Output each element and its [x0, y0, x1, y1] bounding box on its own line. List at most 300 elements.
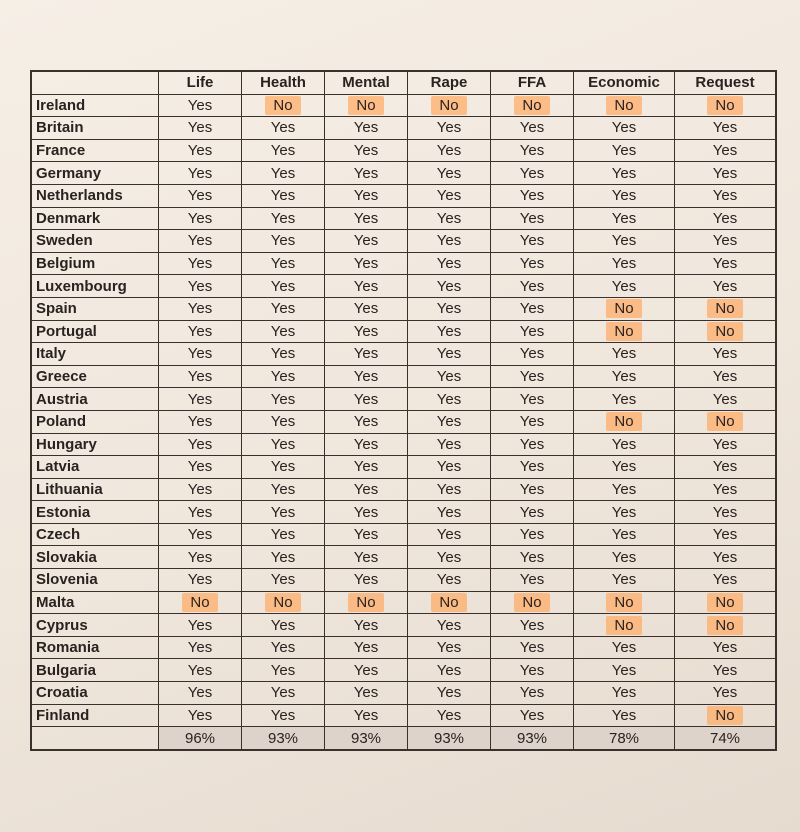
value-cell [325, 343, 408, 366]
yes-value: Yes [187, 368, 213, 386]
yes-value: Yes [270, 480, 296, 498]
value-cell [491, 501, 574, 524]
yes-value: Yes [270, 209, 296, 227]
table-row [31, 433, 776, 456]
yes-value: Yes [611, 368, 637, 386]
yes-value: Yes [436, 706, 462, 724]
yes-value: Yes [353, 684, 379, 702]
value-cell [159, 139, 242, 162]
value-cell [325, 478, 408, 501]
value-cell [574, 162, 675, 185]
value-cell [574, 275, 675, 298]
yes-value: Yes [436, 187, 462, 205]
yes-value: Yes [611, 661, 637, 679]
value-cell [491, 297, 574, 320]
value-cell [242, 297, 325, 320]
value-cell [159, 636, 242, 659]
value-cell [159, 252, 242, 275]
value-cell [408, 546, 491, 569]
highlighted-no-value: No [707, 299, 742, 318]
value-cell [242, 343, 325, 366]
value-cell [408, 410, 491, 433]
yes-value: Yes [270, 119, 296, 137]
yes-value: Yes [519, 571, 545, 589]
yes-value: Yes [353, 345, 379, 363]
yes-value: Yes [519, 616, 545, 634]
total-percent-cell: 93% [325, 727, 408, 750]
value-cell [325, 501, 408, 524]
value-cell [574, 230, 675, 253]
yes-value: Yes [436, 661, 462, 679]
value-cell [574, 388, 675, 411]
value-cell [675, 456, 777, 479]
yes-value: Yes [436, 684, 462, 702]
value-cell [159, 117, 242, 140]
yes-value: Yes [187, 345, 213, 363]
yes-value: Yes [270, 322, 296, 340]
yes-value: Yes [353, 142, 379, 160]
yes-value: Yes [187, 277, 213, 295]
table-row [31, 682, 776, 705]
table-row [31, 523, 776, 546]
value-cell [574, 591, 675, 614]
value-cell [325, 139, 408, 162]
value-cell [675, 433, 777, 456]
value-cell [242, 659, 325, 682]
yes-value: Yes [712, 368, 738, 386]
value-cell [675, 523, 777, 546]
table-row [31, 320, 776, 343]
highlighted-no-value: No [606, 412, 641, 431]
yes-value: Yes [187, 639, 213, 657]
value-cell [325, 388, 408, 411]
value-cell [408, 117, 491, 140]
value-cell [242, 230, 325, 253]
value-cell [242, 456, 325, 479]
value-cell [491, 523, 574, 546]
value-cell [242, 94, 325, 117]
yes-value: Yes [436, 526, 462, 544]
table-row [31, 207, 776, 230]
yes-value: Yes [436, 571, 462, 589]
country-name-cell: Greece [31, 365, 159, 388]
value-cell [675, 275, 777, 298]
country-name-cell: Romania [31, 636, 159, 659]
country-name-cell: Cyprus [31, 614, 159, 637]
yes-value: Yes [436, 503, 462, 521]
yes-value: Yes [712, 164, 738, 182]
yes-value: Yes [519, 255, 545, 273]
table-row [31, 162, 776, 185]
table-row [31, 117, 776, 140]
yes-value: Yes [270, 526, 296, 544]
yes-value: Yes [519, 119, 545, 137]
yes-value: Yes [436, 639, 462, 657]
yes-value: Yes [712, 639, 738, 657]
yes-value: Yes [353, 277, 379, 295]
value-cell [675, 591, 777, 614]
value-cell [574, 320, 675, 343]
value-cell [325, 591, 408, 614]
yes-value: Yes [353, 639, 379, 657]
value-cell [159, 230, 242, 253]
yes-value: Yes [353, 571, 379, 589]
yes-value: Yes [519, 706, 545, 724]
table-row [31, 410, 776, 433]
yes-value: Yes [519, 458, 545, 476]
value-cell [159, 433, 242, 456]
country-name-cell: Malta [31, 591, 159, 614]
country-name-cell: Italy [31, 343, 159, 366]
highlighted-no-value: No [431, 96, 466, 115]
header-row [31, 71, 776, 94]
yes-value: Yes [519, 526, 545, 544]
yes-value: Yes [436, 368, 462, 386]
table-row [31, 704, 776, 727]
yes-value: Yes [712, 571, 738, 589]
value-cell [242, 433, 325, 456]
yes-value: Yes [712, 255, 738, 273]
value-cell [491, 207, 574, 230]
value-cell [242, 546, 325, 569]
yes-value: Yes [436, 345, 462, 363]
country-name-cell: Poland [31, 410, 159, 433]
yes-value: Yes [712, 277, 738, 295]
value-cell [159, 456, 242, 479]
yes-value: Yes [611, 142, 637, 160]
value-cell [491, 275, 574, 298]
yes-value: Yes [270, 661, 296, 679]
yes-value: Yes [519, 164, 545, 182]
yes-value: Yes [611, 571, 637, 589]
yes-value: Yes [270, 548, 296, 566]
yes-value: Yes [519, 187, 545, 205]
table-row [31, 501, 776, 524]
value-cell [408, 343, 491, 366]
value-cell [325, 636, 408, 659]
total-percent-cell: 93% [408, 727, 491, 750]
yes-value: Yes [187, 187, 213, 205]
value-cell [675, 546, 777, 569]
value-cell [408, 388, 491, 411]
value-cell [675, 297, 777, 320]
yes-value: Yes [712, 232, 738, 250]
yes-value: Yes [712, 119, 738, 137]
value-cell [491, 614, 574, 637]
yes-value: Yes [353, 526, 379, 544]
yes-value: Yes [712, 142, 738, 160]
yes-value: Yes [270, 571, 296, 589]
country-name-cell: Netherlands [31, 184, 159, 207]
value-cell [408, 139, 491, 162]
yes-value: Yes [519, 277, 545, 295]
total-percent-cell: 93% [491, 727, 574, 750]
yes-value: Yes [353, 390, 379, 408]
table-row [31, 591, 776, 614]
highlighted-no-value: No [707, 96, 742, 115]
yes-value: Yes [611, 209, 637, 227]
value-cell [491, 230, 574, 253]
yes-value: Yes [187, 322, 213, 340]
value-cell [574, 365, 675, 388]
highlighted-no-value: No [348, 593, 383, 612]
highlighted-no-value: No [606, 322, 641, 341]
value-cell [574, 94, 675, 117]
value-cell [574, 117, 675, 140]
yes-value: Yes [712, 390, 738, 408]
highlighted-no-value: No [606, 96, 641, 115]
total-percent-cell: 96% [159, 727, 242, 750]
yes-value: Yes [270, 300, 296, 318]
value-cell [242, 252, 325, 275]
yes-value: Yes [270, 684, 296, 702]
value-cell [159, 478, 242, 501]
yes-value: Yes [187, 209, 213, 227]
yes-value: Yes [611, 480, 637, 498]
value-cell [491, 636, 574, 659]
value-cell [325, 184, 408, 207]
yes-value: Yes [270, 368, 296, 386]
value-cell [675, 139, 777, 162]
country-name-cell: Luxembourg [31, 275, 159, 298]
yes-value: Yes [712, 548, 738, 566]
yes-value: Yes [353, 164, 379, 182]
yes-value: Yes [270, 413, 296, 431]
value-cell [491, 320, 574, 343]
value-cell [675, 207, 777, 230]
yes-value: Yes [519, 548, 545, 566]
country-name-cell: Bulgaria [31, 659, 159, 682]
value-cell [491, 410, 574, 433]
value-cell [408, 320, 491, 343]
value-cell [325, 410, 408, 433]
country-name-cell: Hungary [31, 433, 159, 456]
yes-value: Yes [187, 390, 213, 408]
value-cell [675, 184, 777, 207]
yes-value: Yes [712, 503, 738, 521]
value-cell [242, 320, 325, 343]
yes-value: Yes [353, 300, 379, 318]
yes-value: Yes [611, 164, 637, 182]
table-row [31, 343, 776, 366]
yes-value: Yes [519, 639, 545, 657]
yes-value: Yes [187, 480, 213, 498]
highlighted-no-value: No [265, 593, 300, 612]
yes-value: Yes [611, 639, 637, 657]
value-cell [325, 659, 408, 682]
value-cell [242, 117, 325, 140]
yes-value: Yes [519, 322, 545, 340]
value-cell [408, 230, 491, 253]
value-cell [491, 117, 574, 140]
table-row [31, 636, 776, 659]
country-name-cell: Croatia [31, 682, 159, 705]
value-cell [325, 297, 408, 320]
yes-value: Yes [270, 706, 296, 724]
table-row [31, 614, 776, 637]
yes-value: Yes [187, 458, 213, 476]
yes-value: Yes [436, 232, 462, 250]
value-cell [159, 320, 242, 343]
value-cell [159, 207, 242, 230]
value-cell [491, 388, 574, 411]
value-cell [408, 704, 491, 727]
yes-value: Yes [436, 209, 462, 227]
yes-value: Yes [611, 187, 637, 205]
yes-value: Yes [436, 435, 462, 453]
yes-value: Yes [436, 255, 462, 273]
value-cell [675, 230, 777, 253]
yes-value: Yes [519, 413, 545, 431]
value-cell [408, 636, 491, 659]
yes-value: Yes [436, 548, 462, 566]
highlighted-no-value: No [514, 96, 549, 115]
value-cell [491, 184, 574, 207]
table-row [31, 388, 776, 411]
value-cell [408, 94, 491, 117]
yes-value: Yes [519, 142, 545, 160]
value-cell [574, 433, 675, 456]
country-name-cell: France [31, 139, 159, 162]
value-cell [408, 184, 491, 207]
country-name-cell: Portugal [31, 320, 159, 343]
yes-value: Yes [187, 96, 213, 114]
highlighted-no-value: No [348, 96, 383, 115]
total-percent-cell: 78% [574, 727, 675, 750]
value-cell [491, 659, 574, 682]
value-cell [491, 456, 574, 479]
yes-value: Yes [187, 503, 213, 521]
yes-value: Yes [187, 435, 213, 453]
value-cell [675, 614, 777, 637]
value-cell [574, 410, 675, 433]
yes-value: Yes [436, 142, 462, 160]
yes-value: Yes [519, 300, 545, 318]
value-cell [325, 230, 408, 253]
value-cell [159, 591, 242, 614]
value-cell [408, 162, 491, 185]
yes-value: Yes [611, 277, 637, 295]
value-cell [242, 591, 325, 614]
column-header-rape: Rape [408, 71, 491, 94]
yes-value: Yes [712, 345, 738, 363]
yes-value: Yes [187, 526, 213, 544]
yes-value: Yes [519, 209, 545, 227]
value-cell [491, 569, 574, 592]
yes-value: Yes [436, 300, 462, 318]
yes-value: Yes [187, 300, 213, 318]
value-cell [574, 704, 675, 727]
yes-value: Yes [270, 345, 296, 363]
value-cell [491, 433, 574, 456]
value-cell [325, 614, 408, 637]
yes-value: Yes [712, 435, 738, 453]
yes-value: Yes [519, 345, 545, 363]
highlighted-no-value: No [707, 706, 742, 725]
value-cell [159, 94, 242, 117]
value-cell [574, 546, 675, 569]
table-row [31, 230, 776, 253]
value-cell [159, 614, 242, 637]
totals-label-cell [31, 727, 159, 750]
value-cell [159, 546, 242, 569]
value-cell [325, 207, 408, 230]
value-cell [574, 682, 675, 705]
value-cell [242, 365, 325, 388]
yes-value: Yes [519, 390, 545, 408]
yes-value: Yes [519, 435, 545, 453]
yes-value: Yes [187, 255, 213, 273]
value-cell [574, 184, 675, 207]
value-cell [242, 207, 325, 230]
yes-value: Yes [353, 706, 379, 724]
yes-value: Yes [270, 639, 296, 657]
value-cell [159, 388, 242, 411]
yes-value: Yes [436, 277, 462, 295]
totals-row [31, 727, 776, 750]
highlighted-no-value: No [707, 593, 742, 612]
value-cell [242, 139, 325, 162]
country-name-cell: Slovakia [31, 546, 159, 569]
value-cell [325, 320, 408, 343]
value-cell [242, 636, 325, 659]
table-row [31, 275, 776, 298]
value-cell [408, 252, 491, 275]
yes-value: Yes [712, 209, 738, 227]
yes-value: Yes [353, 255, 379, 273]
yes-value: Yes [270, 255, 296, 273]
yes-value: Yes [611, 390, 637, 408]
highlighted-no-value: No [514, 593, 549, 612]
yes-value: Yes [712, 684, 738, 702]
yes-value: Yes [270, 277, 296, 295]
value-cell [408, 659, 491, 682]
column-header-request: Request [675, 71, 777, 94]
value-cell [675, 682, 777, 705]
value-cell [574, 569, 675, 592]
yes-value: Yes [353, 413, 379, 431]
value-cell [675, 501, 777, 524]
yes-value: Yes [270, 164, 296, 182]
country-name-cell: Lithuania [31, 478, 159, 501]
value-cell [325, 275, 408, 298]
country-name-cell: Latvia [31, 456, 159, 479]
value-cell [325, 433, 408, 456]
value-cell [675, 659, 777, 682]
yes-value: Yes [353, 232, 379, 250]
yes-value: Yes [187, 142, 213, 160]
yes-value: Yes [353, 322, 379, 340]
value-cell [491, 591, 574, 614]
value-cell [325, 252, 408, 275]
yes-value: Yes [712, 480, 738, 498]
yes-value: Yes [436, 458, 462, 476]
table-row [31, 456, 776, 479]
country-name-cell: Austria [31, 388, 159, 411]
value-cell [491, 252, 574, 275]
yes-value: Yes [519, 368, 545, 386]
country-name-cell: Britain [31, 117, 159, 140]
value-cell [675, 478, 777, 501]
printed-table-sheet [30, 70, 777, 751]
yes-value: Yes [436, 616, 462, 634]
yes-value: Yes [436, 390, 462, 408]
value-cell [408, 478, 491, 501]
value-cell [325, 162, 408, 185]
value-cell [491, 139, 574, 162]
value-cell [159, 365, 242, 388]
yes-value: Yes [353, 661, 379, 679]
